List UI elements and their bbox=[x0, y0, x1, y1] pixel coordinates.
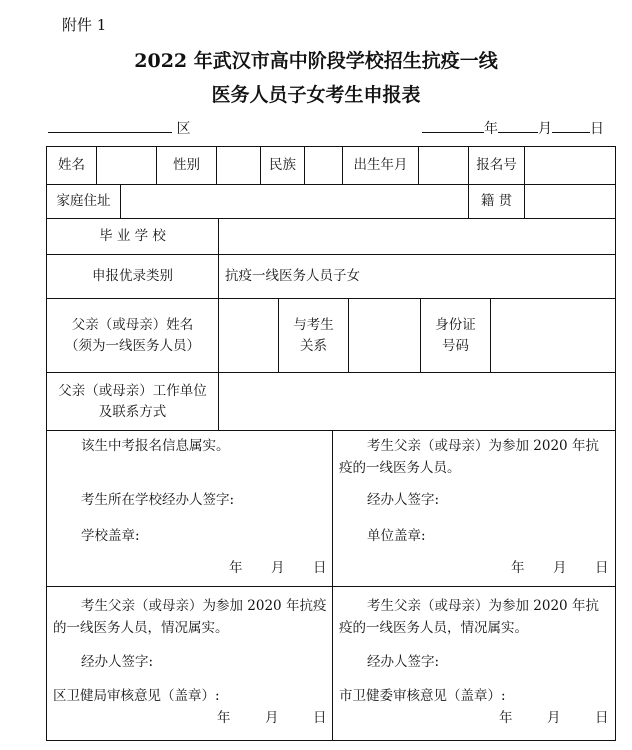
gender-label: 性别 bbox=[157, 147, 217, 185]
id-label bbox=[421, 299, 491, 373]
month-label: 月 bbox=[538, 121, 552, 137]
tl-year-label: 年 bbox=[229, 560, 243, 576]
day-label: 日 bbox=[590, 121, 604, 137]
category-value: 抗疫一线医务人员子女 bbox=[219, 255, 615, 299]
month-blank[interactable] bbox=[498, 118, 538, 133]
parent-name-input[interactable] bbox=[219, 299, 279, 373]
district-approval-label: 区卫健局审核意见（盖章）: bbox=[53, 688, 220, 704]
id-label-line2: 号码 bbox=[442, 337, 469, 354]
district-health-section bbox=[47, 587, 333, 740]
unit-signer-label: 经办人签字: bbox=[367, 492, 440, 508]
birth-label: 出生年月 bbox=[343, 147, 419, 185]
school-seal-label: 学校盖章: bbox=[81, 528, 140, 544]
district-field[interactable] bbox=[48, 118, 190, 138]
city-approval-label: 市卫健委审核意见（盖章）: bbox=[339, 688, 506, 704]
unit-verification-text: 考生父亲（或母亲）为参加 2020 年抗疫的一线医务人员。 bbox=[339, 438, 599, 476]
school-verification-text: 该生中考报名信息属实。 bbox=[81, 438, 230, 454]
workplace-label bbox=[47, 373, 219, 431]
parent-name-label-line1: 父亲（或母亲）姓名 bbox=[71, 316, 194, 333]
id-input[interactable] bbox=[491, 299, 615, 373]
unit-seal-label: 单位盖章: bbox=[367, 528, 426, 544]
year-label: 年 bbox=[484, 121, 498, 137]
gender-input[interactable] bbox=[217, 147, 261, 185]
reg-no-label: 报名号 bbox=[469, 147, 525, 185]
reg-no-input[interactable] bbox=[525, 147, 615, 185]
school-label: 毕 业 学 校 bbox=[47, 219, 219, 255]
relation-input[interactable] bbox=[349, 299, 421, 373]
year-blank[interactable] bbox=[422, 118, 484, 133]
parent-name-label bbox=[47, 299, 219, 373]
date-field[interactable] bbox=[422, 118, 604, 138]
ethnicity-label: 民族 bbox=[261, 147, 305, 185]
attachment-label: 附件 1 bbox=[62, 16, 107, 34]
unit-verification-section bbox=[333, 431, 615, 587]
br-year-label: 年 bbox=[499, 710, 513, 726]
ethnicity-input[interactable] bbox=[305, 147, 343, 185]
tr-day-label: 日 bbox=[595, 560, 609, 576]
form-title-line1: 2022 年武汉市高中阶段学校招生抗疫一线 bbox=[134, 50, 498, 72]
district-blank[interactable] bbox=[48, 118, 172, 133]
id-label-line1: 身份证 bbox=[435, 316, 476, 333]
school-input[interactable] bbox=[219, 219, 615, 255]
form-title-line2: 医务人员子女考生申报表 bbox=[211, 84, 421, 106]
birth-input[interactable] bbox=[419, 147, 469, 185]
city-health-text: 考生父亲（或母亲）为参加 2020 年抗疫的一线医务人员，情况属实。 bbox=[339, 598, 599, 636]
tr-month-label: 月 bbox=[553, 560, 567, 576]
tl-month-label: 月 bbox=[271, 560, 285, 576]
district-suffix: 区 bbox=[176, 121, 191, 137]
bl-month-label: 月 bbox=[265, 710, 279, 726]
city-signer-label: 经办人签字: bbox=[367, 654, 440, 670]
school-signer-label: 考生所在学校经办人签字: bbox=[81, 492, 235, 508]
district-health-text: 考生父亲（或母亲）为参加 2020 年抗疫的一线医务人员，情况属实。 bbox=[53, 598, 327, 636]
workplace-input[interactable] bbox=[219, 373, 615, 431]
category-label: 申报优录类别 bbox=[47, 255, 219, 299]
relation-label-line1: 与考生 bbox=[293, 316, 334, 333]
workplace-label-line2: 及联系方式 bbox=[98, 403, 167, 420]
native-label: 籍 贯 bbox=[469, 185, 525, 219]
tr-year-label: 年 bbox=[511, 560, 525, 576]
name-input[interactable] bbox=[97, 147, 157, 185]
relation-label bbox=[279, 299, 349, 373]
address-label: 家庭住址 bbox=[47, 185, 121, 219]
workplace-label-line1: 父亲（或母亲）工作单位 bbox=[58, 382, 207, 399]
district-signer-label: 经办人签字: bbox=[81, 654, 154, 670]
city-health-section bbox=[333, 587, 615, 740]
name-label: 姓名 bbox=[47, 147, 97, 185]
native-input[interactable] bbox=[525, 185, 615, 219]
bl-day-label: 日 bbox=[313, 710, 327, 726]
school-verification-section bbox=[47, 431, 333, 587]
application-form bbox=[46, 146, 616, 741]
day-blank[interactable] bbox=[552, 118, 590, 133]
tl-day-label: 日 bbox=[313, 560, 327, 576]
bl-year-label: 年 bbox=[217, 710, 231, 726]
br-day-label: 日 bbox=[595, 710, 609, 726]
parent-name-label-line2: （须为一线医务人员） bbox=[65, 337, 200, 354]
relation-label-line2: 关系 bbox=[300, 337, 327, 354]
address-input[interactable] bbox=[121, 185, 469, 219]
br-month-label: 月 bbox=[547, 710, 561, 726]
